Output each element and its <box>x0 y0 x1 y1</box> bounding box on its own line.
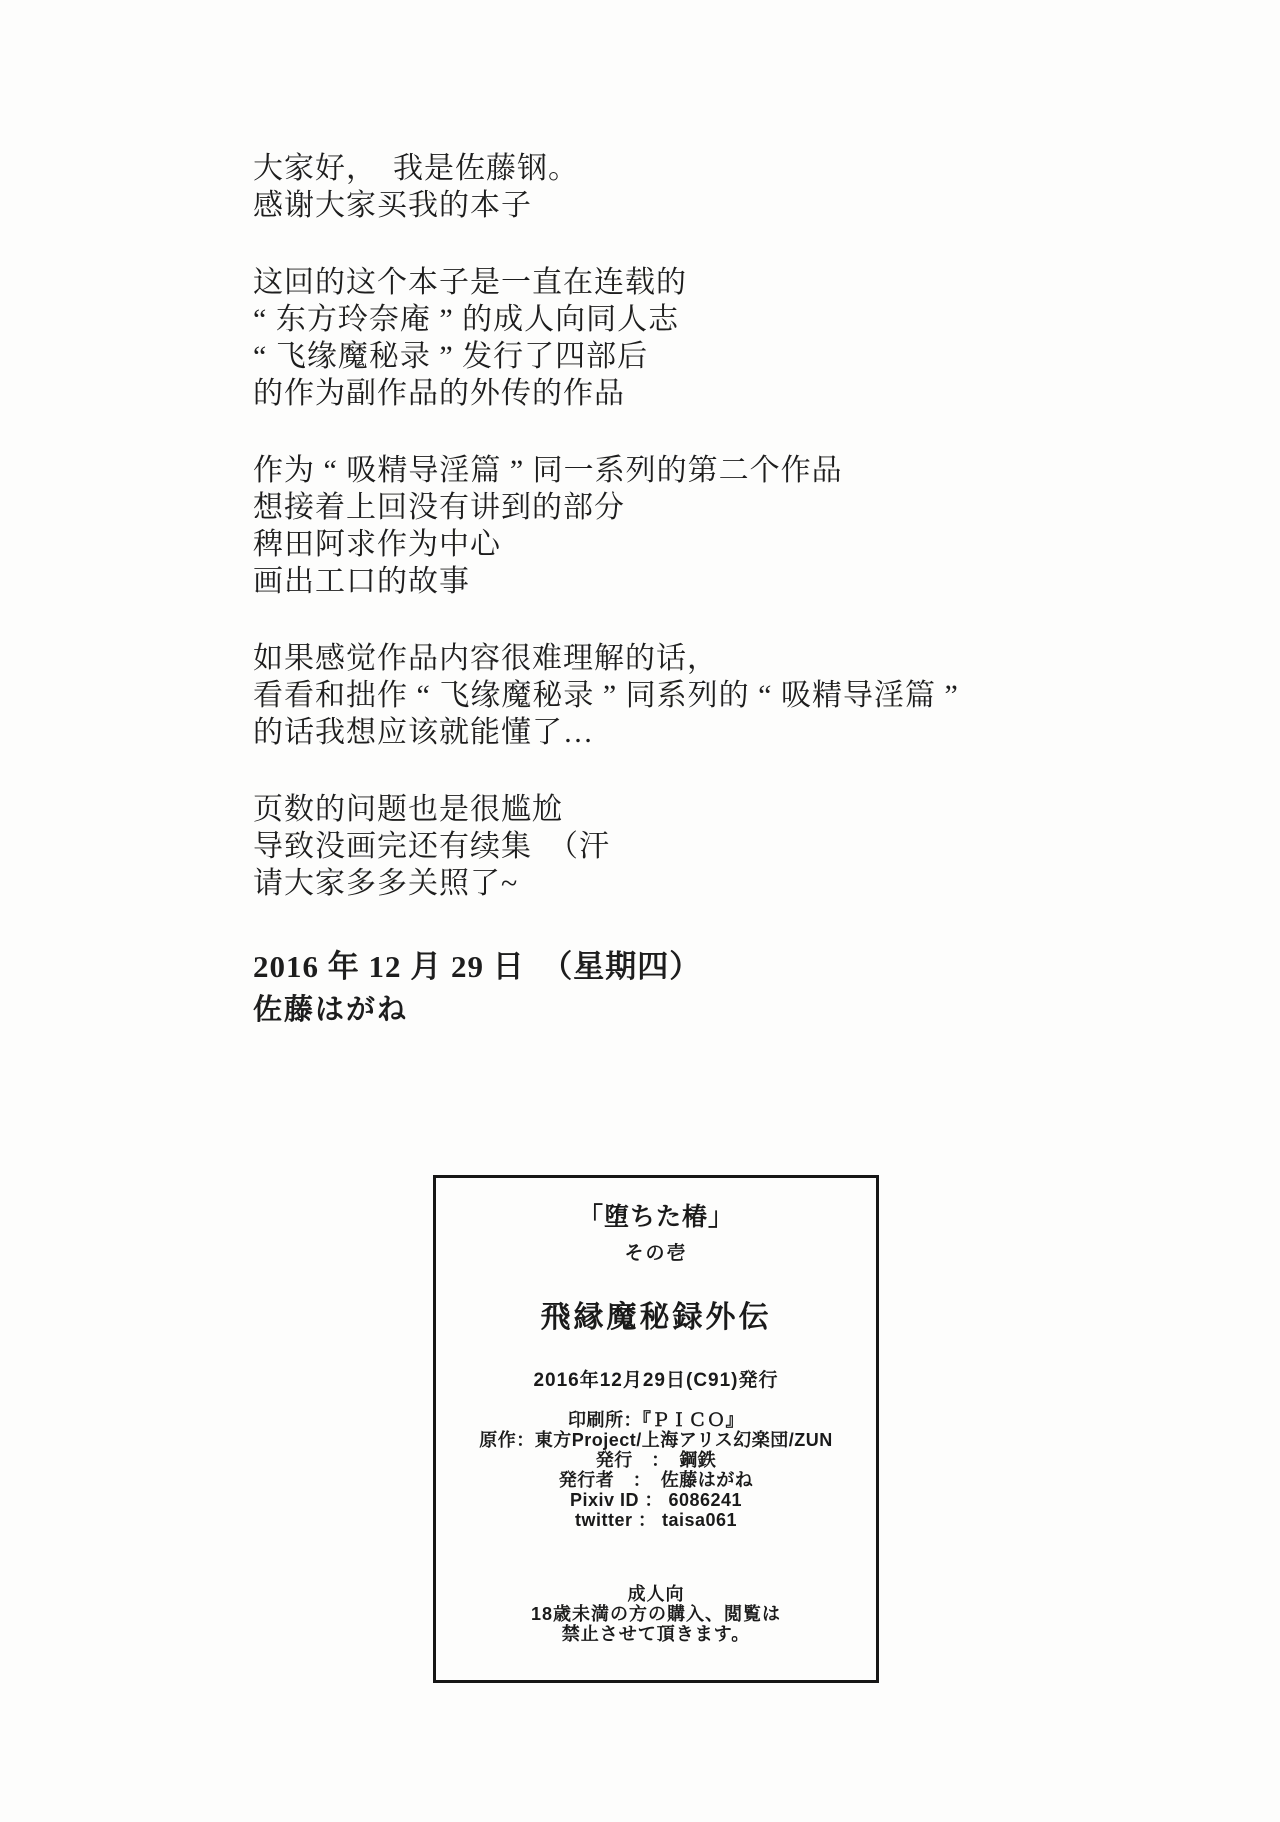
colophon-publisher: 発行 ： 鋼鉄 <box>595 1450 717 1470</box>
afterword-line: 请大家多多关照了~ <box>253 867 519 900</box>
afterword-paragraph <box>253 791 1113 902</box>
colophon-author: 発行者 ： 佐藤はがね <box>558 1470 754 1490</box>
afterword-line: 这回的这个本子是一直在连载的 <box>253 266 687 299</box>
colophon-subtitle: その壱 <box>624 1243 688 1264</box>
afterword-paragraph <box>253 452 1113 600</box>
afterword-line: 导致没画完还有续集 （汗 <box>253 830 610 863</box>
afterword-line: 如果感觉作品内容很难理解的话， <box>253 642 718 675</box>
adult-notice-line: 成人向 <box>627 1584 685 1604</box>
afterword-line: 的话我想应该就能懂了… <box>253 716 594 749</box>
afterword-line: 感谢大家买我的本子 <box>253 189 532 222</box>
date-line: 2016 年 12 月 29 日 （星期四） <box>253 949 702 984</box>
date-signature-block <box>253 948 1113 1029</box>
colophon-printer: 印刷所：『ＰＩＣＯ』 <box>568 1410 744 1430</box>
afterword-line: “ 东方玲奈庵 ” 的成人向同人志 <box>253 303 680 336</box>
afterword-line: 稗田阿求作为中心 <box>253 528 501 561</box>
afterword-paragraph <box>253 640 1113 751</box>
afterword-paragraph <box>253 264 1113 412</box>
afterword-line: 的作为副作品的外传的作品 <box>253 377 625 410</box>
afterword-paragraph <box>253 150 1113 224</box>
afterword-line: 画出工口的故事 <box>253 565 470 598</box>
colophon-original-work: 原作：東方Project/上海アリス幻楽団/ZUN <box>479 1430 833 1450</box>
afterword-text <box>253 150 1113 1029</box>
colophon-series-title: 飛縁魔秘録外伝 <box>540 1301 772 1334</box>
afterword-line: 页数的问题也是很尴尬 <box>253 793 563 826</box>
colophon-adult-notice <box>436 1584 876 1644</box>
afterword-line: “ 飞缘魔秘录 ” 发行了四部后 <box>253 340 649 373</box>
afterword-line: 想接着上回没有讲到的部分 <box>253 491 625 524</box>
colophon-twitter: twitter ： taisa061 <box>574 1510 738 1530</box>
colophon-box <box>433 1175 879 1683</box>
colophon-pixiv-id: Pixiv ID ： 6086241 <box>569 1490 743 1510</box>
colophon-info-block <box>436 1410 876 1530</box>
adult-notice-line: 禁止させて頂きます。 <box>561 1624 751 1644</box>
afterword-line: 大家好， 我是佐藤钢。 <box>253 152 579 185</box>
afterword-line: 看看和拙作 “ 飞缘魔秘录 ” 同系列的 “ 吸精导淫篇 ” <box>253 679 959 712</box>
colophon-title: 「堕ちた椿」 <box>577 1203 734 1231</box>
adult-notice-line: 18歳未満の方の購入、閲覧は <box>530 1604 782 1624</box>
afterword-line: 作为 “ 吸精导淫篇 ” 同一系列的第二个作品 <box>253 454 843 487</box>
author-signature: 佐藤はがね <box>253 994 409 1026</box>
colophon-publish-date: 2016年12月29日(C91)発行 <box>533 1370 779 1391</box>
